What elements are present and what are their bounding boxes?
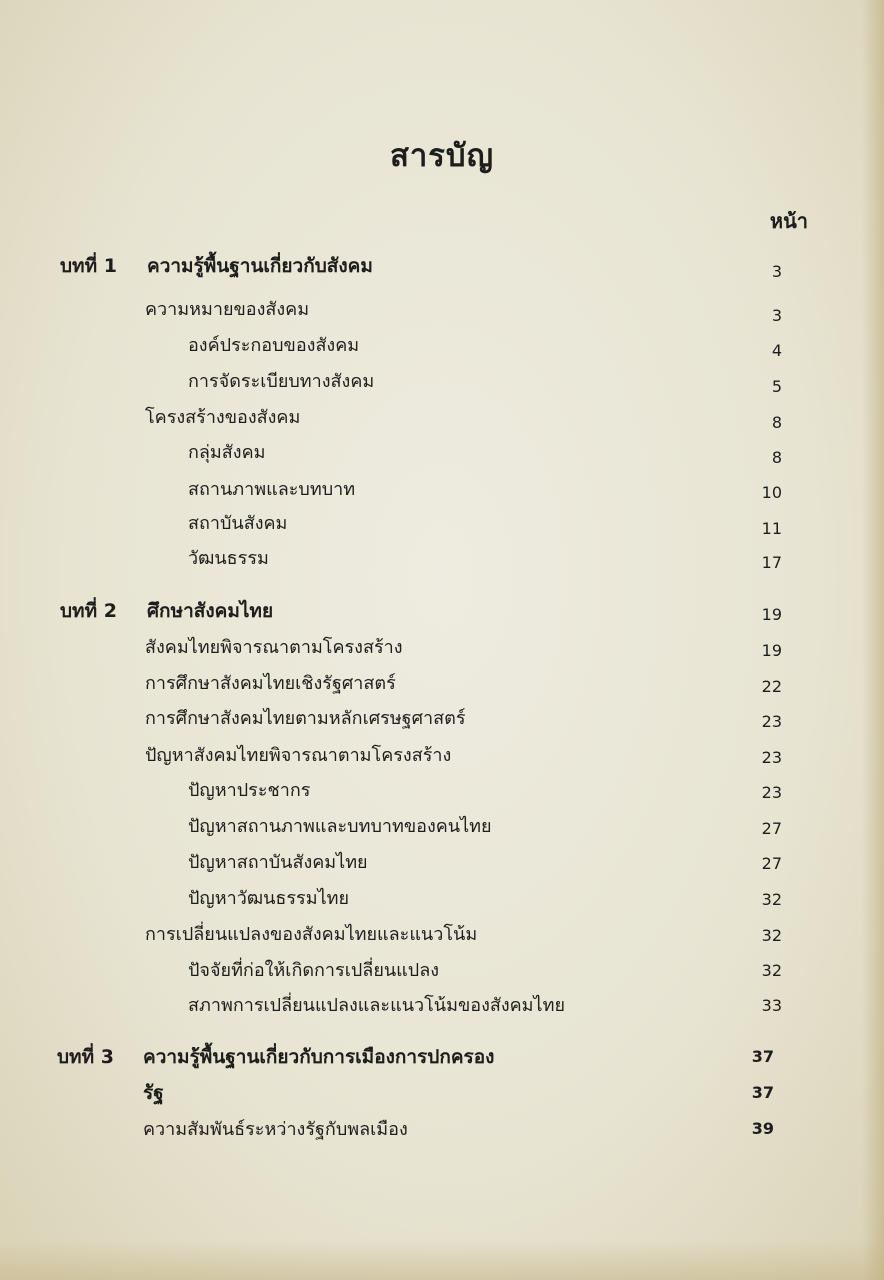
toc-entry-page: 8	[771, 448, 782, 467]
toc-entry: ปัจจัยที่ก่อให้เกิดการเปลี่ยนแปลง	[188, 960, 440, 981]
toc-entry: การศึกษาสังคมไทยเชิงรัฐศาสตร์	[145, 673, 396, 694]
toc-entry-page: 39	[751, 1119, 774, 1138]
toc-entry-page: 11	[761, 519, 782, 538]
chapter-2-label: บทที่ 2	[60, 600, 117, 622]
toc-entry: ความหมายของสังคม	[145, 299, 310, 320]
toc-entry-page: 27	[761, 819, 782, 838]
toc-entry-page: 23	[761, 712, 782, 731]
toc-entry: สังคมไทยพิจารณาตามโครงสร้าง	[145, 637, 403, 658]
toc-entry: สถาบันสังคม	[188, 513, 288, 534]
chapter-1-page: 3	[771, 262, 782, 281]
toc-entry: การเปลี่ยนแปลงของสังคมไทยและแนวโน้ม	[145, 924, 478, 945]
toc-entry-page: 32	[761, 926, 782, 945]
toc-entry-page: 10	[761, 483, 782, 502]
toc-entry: ปัญหาสถาบันสังคมไทย	[188, 852, 368, 873]
chapter-1-title: ความรู้พื้นฐานเกี่ยวกับสังคม	[147, 255, 373, 277]
toc-entry: การศึกษาสังคมไทยตามหลักเศรษฐศาสตร์	[145, 708, 466, 729]
toc-entry-page: 37	[751, 1083, 774, 1102]
toc-entry: ความสัมพันธ์ระหว่างรัฐกับพลเมือง	[143, 1119, 408, 1140]
chapter-2-title: ศึกษาสังคมไทย	[147, 600, 274, 622]
toc-entry: รัฐ	[143, 1082, 164, 1104]
chapter-1-label: บทที่ 1	[60, 255, 117, 277]
chapter-3-title: ความรู้พื้นฐานเกี่ยวกับการเมืองการปกครอง	[143, 1046, 495, 1068]
toc-entry: วัฒนธรรม	[188, 548, 269, 569]
page-bottom-shadow	[0, 1240, 884, 1280]
toc-entry-page: 19	[761, 641, 782, 660]
toc-entry: สถานภาพและบทบาท	[188, 479, 356, 500]
chapter-3-page: 37	[751, 1047, 774, 1066]
toc-entry: ปัญหาสถานภาพและบทบาทของคนไทย	[188, 816, 492, 837]
toc-entry: ปัญหาประชากร	[188, 780, 311, 801]
toc-entry-page: 17	[761, 553, 782, 572]
toc-entry-page: 3	[771, 306, 782, 325]
toc-entry-page: 32	[761, 890, 782, 909]
toc-entry: องค์ประกอบของสังคม	[188, 335, 360, 356]
chapter-3-label: บทที่ 3	[57, 1046, 114, 1068]
toc-entry: การจัดระเบียบทางสังคม	[188, 371, 375, 392]
toc-entry-page: 4	[771, 341, 782, 360]
toc-entry: ปัญหาสังคมไทยพิจารณาตามโครงสร้าง	[145, 745, 452, 766]
toc-entry-page: 23	[761, 783, 782, 802]
toc-entry: โครงสร้างของสังคม	[145, 407, 301, 428]
toc-entry-page: 8	[771, 413, 782, 432]
toc-entry-page: 33	[761, 996, 782, 1015]
toc-entry-page: 23	[761, 748, 782, 767]
toc-entry-page: 22	[761, 677, 782, 696]
page-column-header: หน้า	[769, 209, 808, 233]
toc-entry: สภาพการเปลี่ยนแปลงและแนวโน้มของสังคมไทย	[188, 995, 566, 1016]
chapter-2-page: 19	[761, 605, 782, 624]
page-edge-shadow	[862, 0, 884, 1280]
toc-entry: ปัญหาวัฒนธรรมไทย	[188, 888, 350, 909]
toc-entry-page: 32	[761, 961, 782, 980]
page-title: สารบัญ	[389, 138, 495, 174]
toc-entry: กลุ่มสังคม	[188, 442, 266, 463]
toc-entry-page: 5	[771, 377, 782, 396]
toc-entry-page: 27	[761, 854, 782, 873]
